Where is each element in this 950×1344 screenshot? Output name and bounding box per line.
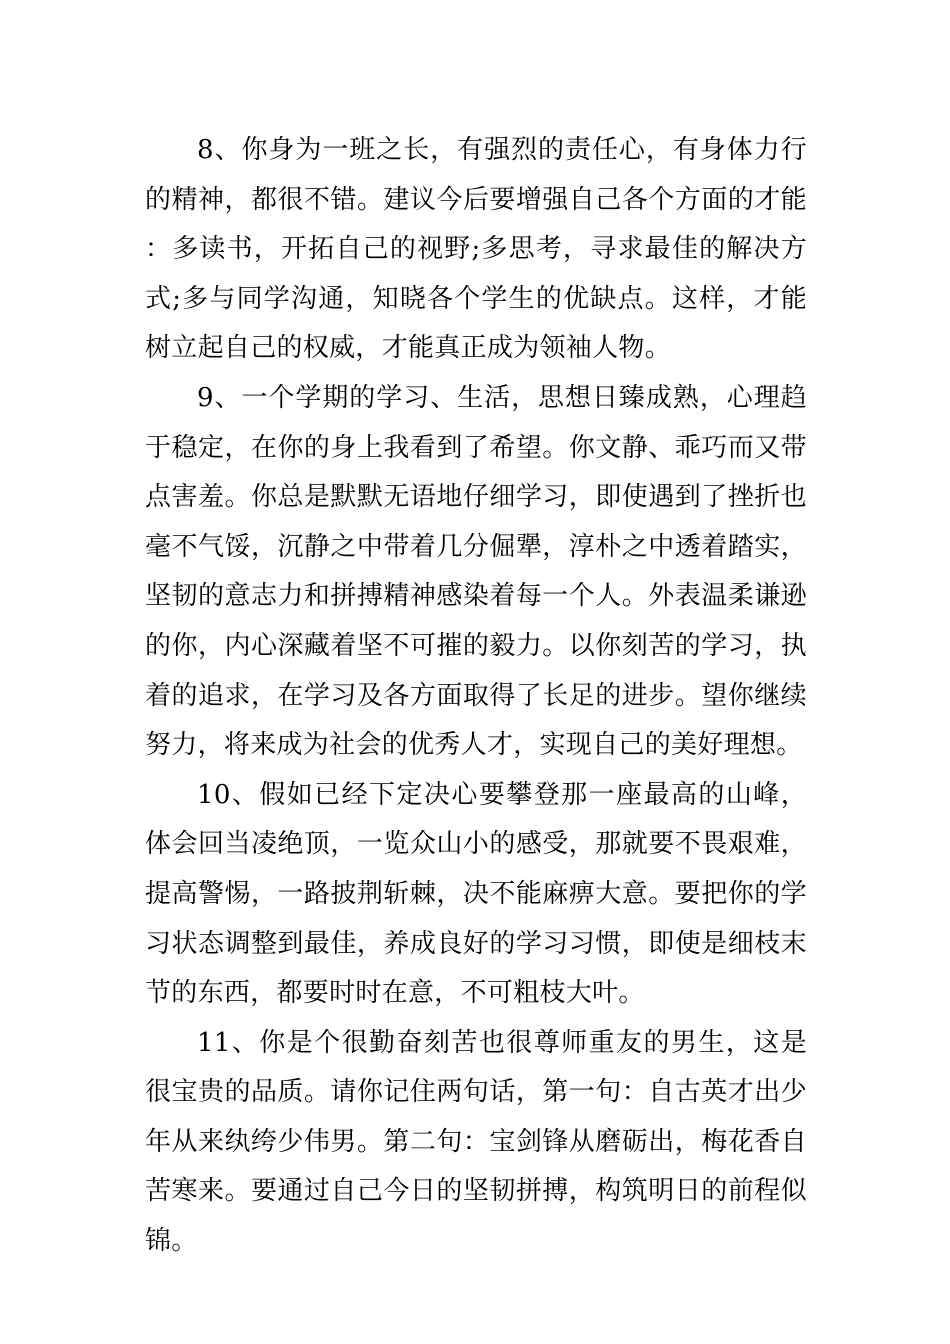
- document-body: [145, 126, 807, 1267]
- paragraph-comment-8: 8、你身为一班之长，有强烈的责任心，有身体力行的精神，都很不错。建议今后要增强自己各个方面的才能：多读书，开拓自己的视野;多思考，寻求最佳的解决方式;多与同学沟通，知晓各个学生的优缺点。这样，才能树立起自己的权威，才能真正成为领袖人物。: [145, 135, 807, 364]
- paragraph-comment-9: 9、一个学期的学习、生活，思想日臻成熟，心理趋于稳定，在你的身上我看到了希望。你文静、乖巧而又带点害羞。你总是默默无语地仔细学习，即使遇到了挫折也毫不气馁，沉静之中带着几分倔犟，淳朴之中透着踏实，坚韧的意志力和拼搏精神感染着每一个人。外表温柔谦逊的你，内心深藏着坚不可摧的毅力。以你刻苦的学习，执着的追求，在学习及各方面取得了长足的进步。望你继续努力，将来成为社会的优秀人才，实现自己的美好理想。: [145, 382, 807, 761]
- paragraph-comment-11: 11、你是个很勤奋刻苦也很尊师重友的男生，这是很宝贵的品质。请你记住两句话，第一句：自古英才出少年从来纨绔少伟男。第二句：宝剑锋从磨砺出，梅花香自苦寒来。要通过自己今日的坚韧拼搏，构筑明日的前程似锦。: [145, 1027, 807, 1257]
- paragraph-comment-10: 10、假如已经下定决心要攀登那一座最高的山峰，体会回当凌绝顶，一览众山小的感受，那就要不畏艰难，提高警惕，一路披荆斩棘，决不能麻痹大意。要把你的学习状态调整到最佳，养成良好的学习习惯，即使是细枝末节的东西，都要时时在意，不可粗枝大叶。: [145, 779, 807, 1009]
